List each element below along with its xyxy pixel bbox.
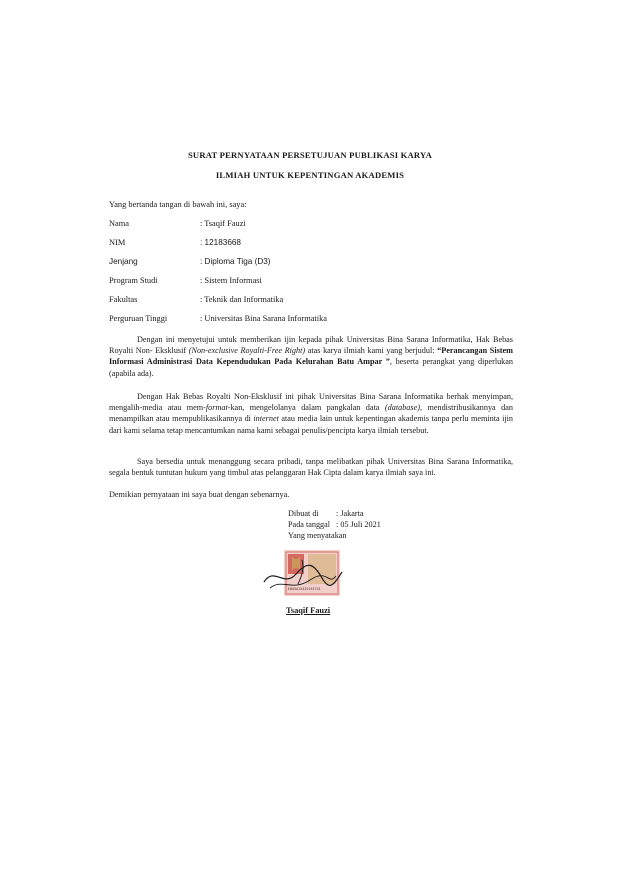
paragraph-text: atau media lain untuk kepentingan akademis tanpa perlu meminta ijin dari kami selama tetap mencantumkan nama kami sebagai penulis/pencipta karya ilmiah tersebut.	[109, 414, 513, 435]
signer-name: Tsaqif Fauzi	[286, 606, 331, 615]
paragraph-text: Dengan Hak Bebas Royalti Non-Eksklusif ini pihak Universitas Bina Sarana Informatika berhak menyimpan, mengalih-media atau mem-	[109, 392, 513, 413]
statement-text: Yang menyatakan	[288, 531, 347, 540]
field-label: Fakultas	[109, 295, 138, 304]
field-label: Jenjang	[109, 257, 138, 266]
field-value: : Tsaqif Fauzi	[200, 219, 246, 228]
stamp-svg	[262, 548, 344, 598]
field-label: Perguruan Tinggi	[109, 314, 168, 323]
stamp-code: E0A5AJX425161741	[288, 587, 321, 591]
field-label: NIM	[109, 238, 126, 247]
intro-text: Yang bertanda tangan di bawah ini, saya:	[109, 200, 247, 209]
paragraph-italic: internet	[253, 414, 279, 424]
paragraph-consent	[109, 334, 513, 379]
signature-place-date	[288, 508, 381, 541]
date-value: : 05 Juli 2021	[336, 520, 381, 529]
paragraph-closing: Demikian pernyataan ini saya buat dengan sebenarnya.	[109, 490, 290, 499]
paragraph-rights	[109, 391, 513, 436]
field-label: Nama	[109, 219, 129, 228]
paragraph-text: Dengan ini menyetujui untuk memberikan ijin kepada pihak Universitas Bina Sarana Informatika, Hak Bebas Royalti Non- Eksklusif	[109, 335, 513, 356]
paragraph-italic: format	[205, 403, 228, 413]
place-label: Dibuat di	[288, 509, 319, 518]
paragraph-text: atas karya ilmiah kami yang berjudul:	[305, 346, 438, 356]
revenue-stamp-signature	[262, 548, 344, 598]
paragraph-text: , mendistribusikannya dan menampilkan atau mempublikasikannya di	[109, 403, 513, 424]
field-value: : Universitas Bina Sarana Informatika	[200, 314, 327, 323]
field-label: Program Studi	[109, 276, 158, 285]
document-title-line-2: ILMIAH UNTUK KEPENTINGAN AKADEMIS	[215, 170, 405, 180]
place-value: : Jakarta	[336, 509, 364, 518]
date-row	[288, 519, 381, 530]
field-value: : Diploma Tiga (D3)	[200, 257, 271, 266]
paragraph-text: -kan, mengelolanya dalam pangkalan data	[227, 403, 385, 413]
field-value: : Sistem Informasi	[200, 276, 262, 285]
work-title: “Perancangan Sistem Informasi Administrasi Data Kependudukan Pada Kelurahan Batu Ampar ”	[109, 346, 513, 367]
paragraph-liability: Saya bersedia untuk menanggung secara pribadi, tanpa melibatkan pihak Universitas Bina Sarana Informatika, segala bentuk tuntutan hukum yang timbul atas pelanggaran Hak Cipta dalam karya ilmiah saya ini.	[109, 457, 513, 478]
paragraph-text: , beserta perangkat yang diperlukan (apabila ada).	[109, 357, 514, 378]
field-value: : 12183668	[200, 238, 241, 247]
document-title-line-1: SURAT PERNYATAAN PERSETUJUAN PUBLIKASI KARYA	[187, 150, 433, 160]
paragraph-italic: (Non-exclusive Royalti-Free Right)	[188, 346, 306, 356]
date-label: Pada tanggal	[288, 520, 331, 529]
field-value: : Teknik dan Informatika	[200, 295, 284, 304]
place-row	[288, 508, 381, 519]
paragraph-italic: (database)	[384, 403, 420, 413]
